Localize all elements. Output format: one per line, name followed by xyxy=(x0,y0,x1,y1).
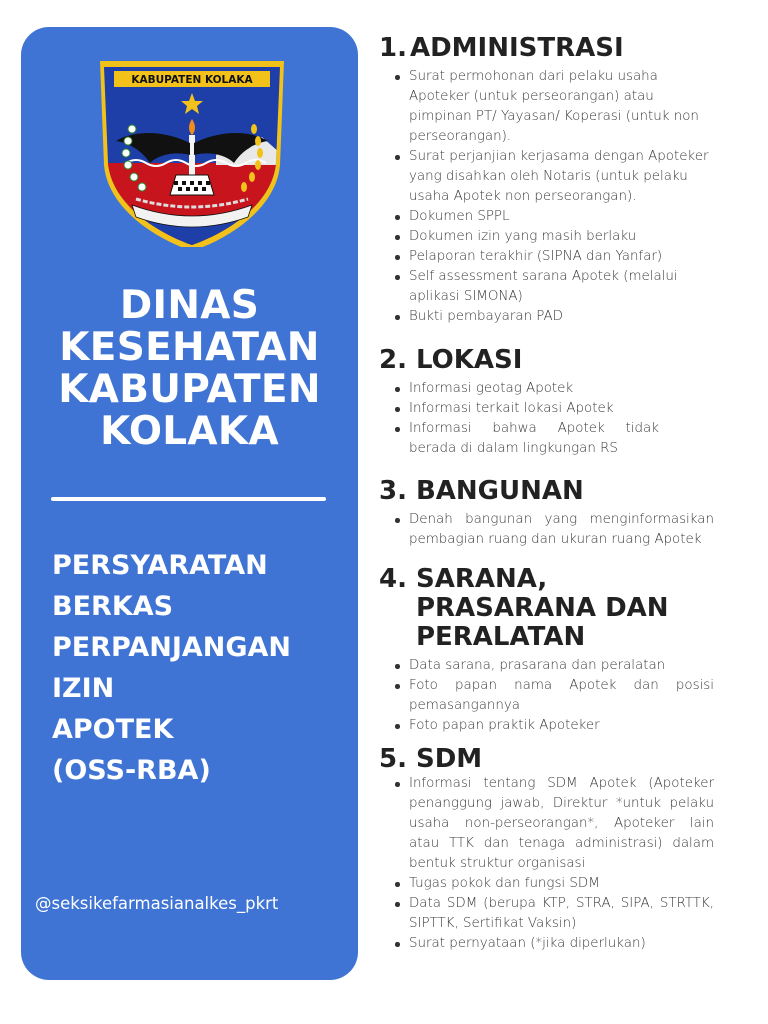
requirement-list xyxy=(379,774,714,954)
list-item: Pelaporan terakhir (SIPNA dan Yanfar) xyxy=(409,247,714,267)
list-item: Informasi tentang SDM Apotek (Apoteker penanggung jawab, Direktur *untuk pelaku usaha non-perseorangan*, Apoteker lain atau TTK dan tenaga administrasi) dalam bentuk struktur organisasi xyxy=(409,774,714,874)
list-item: Foto papan praktik Apoteker xyxy=(409,716,714,736)
list-item: Foto papan nama Apotek dan posisi pemasangannya xyxy=(409,676,714,716)
section-title: LOKASI xyxy=(415,345,523,375)
doc-title-line: APOTEK xyxy=(52,714,174,745)
list-item: Bukti pembayaran PAD xyxy=(409,307,714,327)
sidebar-panel xyxy=(21,27,358,980)
doc-title-line: IZIN xyxy=(52,673,115,704)
divider xyxy=(51,497,326,501)
list-item: Data sarana, prasarana dan peralatan xyxy=(409,656,714,676)
doc-title-line: BERKAS xyxy=(52,591,174,622)
section-administrasi xyxy=(379,34,714,327)
list-item: Surat permohonan dari pelaku usaha Apoteker (untuk perseorangan) atau pimpinan PT/ Yayasan/ Koperasi (untuk non perseorangan). xyxy=(409,67,714,147)
section-sdm xyxy=(379,745,714,954)
list-item: Surat perjanjian kerjasama dengan Apoteker yang disahkan oleh Notaris (untuk pelaku usaha Apotek non perseorangan). xyxy=(409,147,714,207)
list-item: Self assessment sarana Apotek (melalui aplikasi SIMONA) xyxy=(409,267,714,307)
org-line: KABUPATEN xyxy=(58,367,321,412)
requirement-list xyxy=(379,656,714,736)
section-number: 1. xyxy=(379,33,407,63)
requirement-list xyxy=(379,510,714,550)
section-number: 4. xyxy=(379,564,407,594)
list-item: Informasi geotag Apotek xyxy=(409,379,714,399)
requirement-list xyxy=(379,379,714,459)
doc-title-line: (OSS-RBA) xyxy=(52,755,211,786)
section-lokasi xyxy=(379,346,714,459)
section-heading xyxy=(379,477,714,506)
section-heading xyxy=(379,34,714,63)
list-item: Dokumen izin yang masih berlaku xyxy=(409,227,714,247)
section-number: 5. xyxy=(379,744,407,774)
list-item: Informasi bahwa Apotek tidak berada di dalam lingkungan RS xyxy=(409,419,714,459)
section-title: SDM xyxy=(415,744,483,774)
org-line: KESEHATAN xyxy=(59,325,320,370)
requirement-list xyxy=(379,67,714,327)
section-title: BANGUNAN xyxy=(415,476,584,506)
kolaka-regency-emblem xyxy=(96,45,288,247)
list-item: Denah bangunan yang menginformasikan pembagian ruang dan ukuran ruang Apotek xyxy=(409,510,714,550)
section-number: 2. xyxy=(379,345,407,375)
section-heading xyxy=(379,745,714,774)
section-sarana xyxy=(379,565,714,736)
section-title: ADMINISTRASI xyxy=(409,33,624,63)
doc-title-line: PERPANJANGAN xyxy=(52,632,292,663)
list-item: Data SDM (berupa KTP, STRA, SIPA, STRTTK, SIPTTK, Sertifikat Vaksin) xyxy=(409,894,714,934)
list-item: Tugas pokok dan fungsi SDM xyxy=(409,874,714,894)
section-title: SARANA, PRASARANA DAN PERALATAN xyxy=(415,564,669,652)
section-bangunan xyxy=(379,477,714,550)
section-number: 3. xyxy=(379,476,407,506)
doc-title-line: PERSYARATAN xyxy=(52,550,268,581)
list-item: Surat pernyataan (*jika diperlukan) xyxy=(409,934,714,954)
org-line: DINAS xyxy=(119,283,260,328)
emblem-banner-text: KABUPATEN KOLAKA xyxy=(131,74,253,86)
list-item: Informasi terkait lokasi Apotek xyxy=(409,399,714,419)
organization-name xyxy=(21,285,358,453)
section-heading xyxy=(379,346,714,375)
document-title xyxy=(52,545,352,791)
list-item: Dokumen SPPL xyxy=(409,207,714,227)
org-line: KOLAKA xyxy=(100,409,279,454)
social-media-handle: @seksikefarmasianalkes_pkrt xyxy=(35,894,279,913)
section-heading xyxy=(379,565,714,652)
